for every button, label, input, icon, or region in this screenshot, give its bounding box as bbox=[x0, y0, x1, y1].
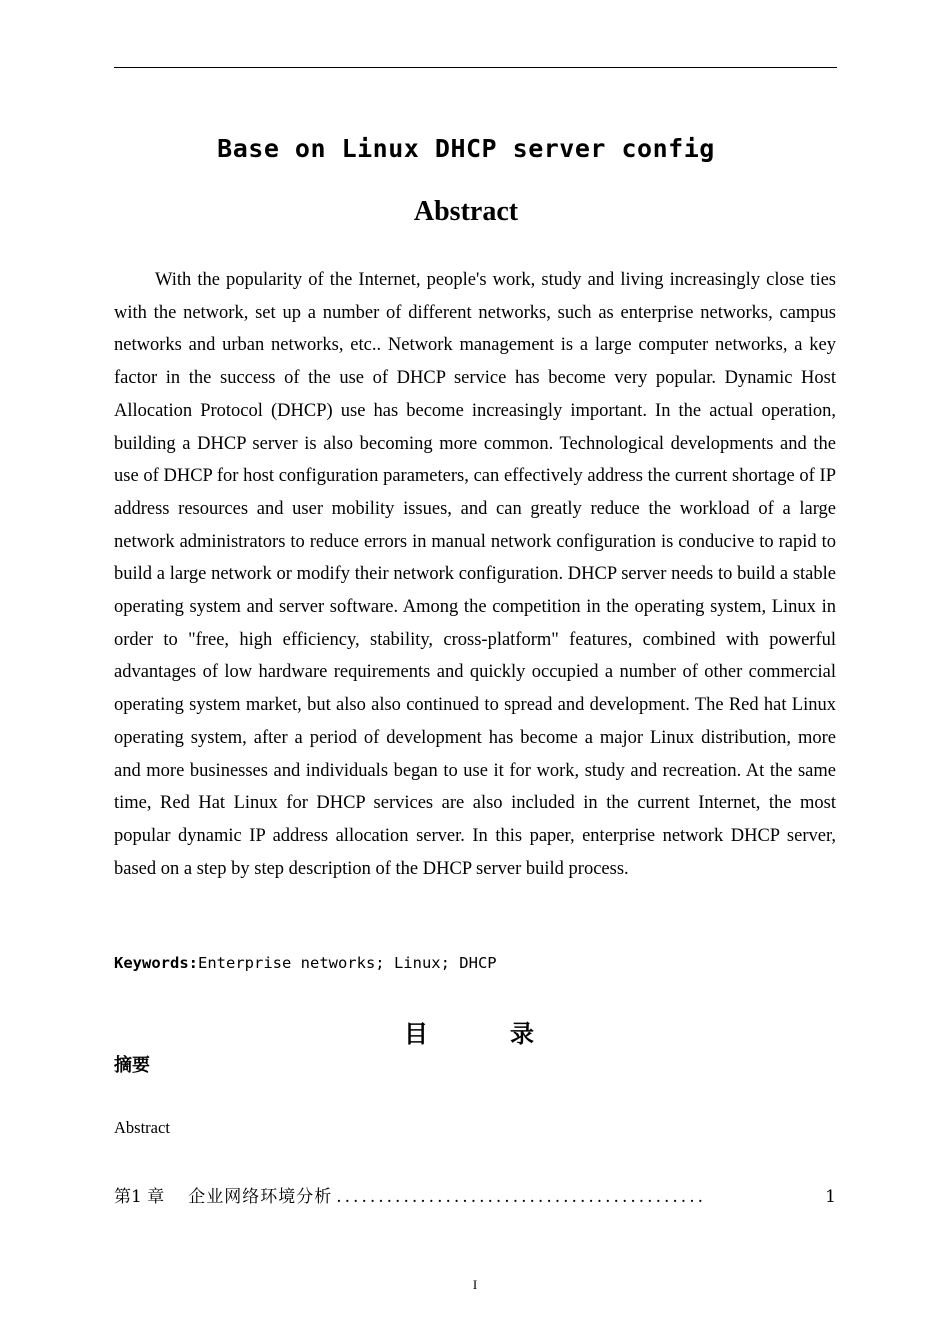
document-title: Base on Linux DHCP server config bbox=[217, 134, 715, 163]
keywords-value: Enterprise networks; Linux; DHCP bbox=[198, 954, 497, 972]
keywords-label: Keywords: bbox=[114, 954, 198, 972]
toc-dot-leader: ............................................ bbox=[336, 1187, 707, 1207]
page-number: I bbox=[472, 1277, 478, 1292]
toc-chapter-title: 企业网络环境分析 bbox=[188, 1187, 333, 1207]
toc-entry-zhaiyao[interactable]: 摘要 bbox=[114, 1055, 150, 1076]
toc-entry-chapter-1[interactable] bbox=[114, 1182, 836, 1207]
abstract-heading: Abstract bbox=[413, 196, 519, 227]
toc-entry-abstract[interactable]: Abstract bbox=[114, 1118, 170, 1137]
abstract-body: With the popularity of the Internet, people's work, study and living increasingly close ties with the network, set up a number of different networks, such as enterprise networks, campus networks and urban networks, etc.. Network management is a large computer networks, a key factor in the success of the use of DHCP service has become very popular. Dynamic Host Allocation Protocol (DHCP) use has become increasingly important. In the actual operation, building a DHCP server is also becoming more common. Technological developments and the use of DHCP for host configuration parameters, can effectively address the current shortage of IP address resources and user mobility issues, and can greatly reduce the workload of a large network administrators to reduce errors in manual network configuration is conducive to rapid to build a large network or modify their network configuration. DHCP server needs to build a stable operating system and server software. Among the competition in the operating system, Linux in order to "free, high efficiency, stability, cross-platform" features, combined with powerful advantages of low hardware requirements and quickly occupied a number of other commercial operating system market, but also also continued to spread and development. The Red hat Linux operating system, after a period of development has become a major Linux distribution, more and more businesses and individuals began to use it for work, study and recreation. At the same time, Red Hat Linux for DHCP services are also included in the current Internet, the most popular dynamic IP address allocation server. In this paper, enterprise network DHCP server, based on a step by step description of the DHCP server build process. bbox=[114, 270, 836, 879]
keywords-line bbox=[114, 954, 836, 972]
toc-chapter-number: 第1 章 bbox=[114, 1187, 165, 1207]
toc-heading-char-lu: 录 bbox=[510, 1020, 534, 1048]
toc-heading-char-mu: 目 bbox=[404, 1020, 428, 1048]
toc-heading bbox=[404, 1014, 534, 1049]
toc-chapter-page-number: 1 bbox=[825, 1187, 836, 1207]
header-rule bbox=[114, 67, 837, 68]
